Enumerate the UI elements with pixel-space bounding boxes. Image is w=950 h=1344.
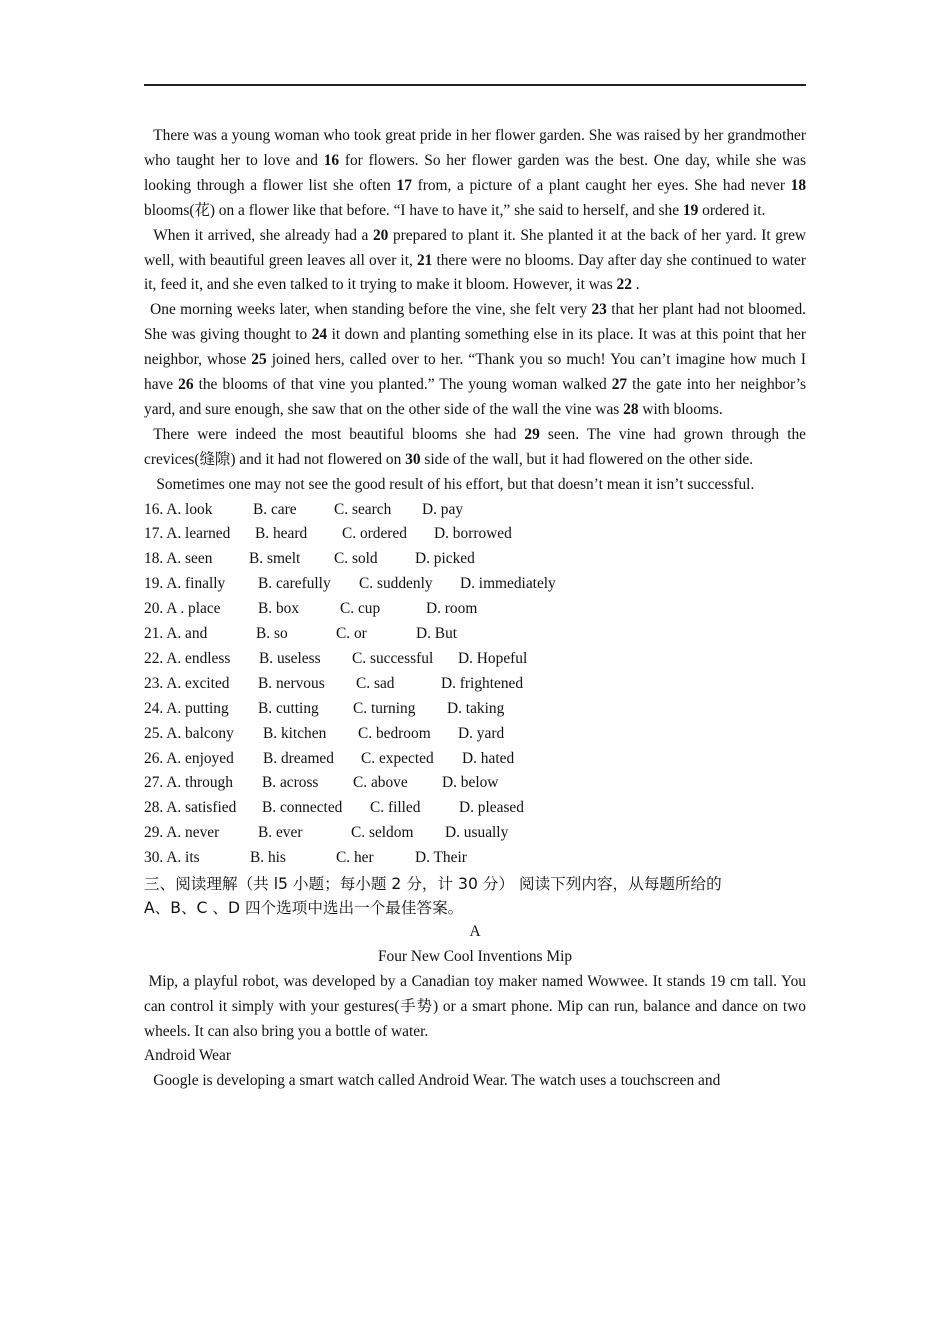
header-rule (144, 84, 806, 86)
mip-paragraph: Mip, a playful robot, was developed by a Canadian toy maker named Wowwee. It stands 19 cm tall. You can control it simply with your gestures(手势) or a smart phone. Mip can run, balance and dance on two wheels. It can also bring you a bottle of water. (144, 972, 806, 1040)
option-choice: D. pleased (459, 799, 524, 817)
option-choice: B. box (258, 600, 300, 618)
option-choice: C. filled (370, 799, 421, 817)
option-choice: B. his (250, 849, 286, 867)
text-run: there were no blooms. Day after day she continued to water it, feed it, and she even talked to it trying to make it bloom. However, it was (144, 251, 807, 294)
blank-number: 18 (790, 176, 807, 194)
text-run: When it arrived, she already had a (153, 226, 373, 244)
option-row (144, 622, 806, 647)
android-wear-paragraph: Google is developing a smart watch called Android Wear. The watch uses a touchscreen and (153, 1072, 721, 1090)
option-row (144, 572, 806, 597)
text-run: that her plant had not bloomed. She was giving thought to (144, 301, 807, 344)
option-choice: D. But (416, 625, 458, 643)
option-choice: D. Their (415, 849, 467, 867)
blank-number: 25 (251, 351, 267, 369)
option-choice: B. smelt (249, 550, 301, 568)
option-choice: B. carefully (258, 575, 331, 593)
option-choice: 21. A. and (144, 625, 208, 643)
text-run: . (635, 276, 640, 294)
option-choice: 22. A. endless (144, 649, 231, 667)
option-choice: D. usually (445, 824, 509, 842)
cloze-options-list (144, 498, 806, 871)
section-3-heading-line-1: 三、阅读理解（共 l5 小题；每小题 2 分，计 30 分） 阅读下列内容，从每题所给的 (144, 874, 722, 893)
option-row (144, 597, 806, 622)
cloze-paragraph-1 (144, 124, 806, 224)
option-row (144, 722, 806, 747)
option-choice: 29. A. never (144, 824, 220, 842)
option-choice: D. picked (415, 550, 475, 568)
blank-number: 30 (405, 450, 421, 468)
blank-number: 26 (178, 376, 194, 394)
option-choice: C. successful (352, 649, 434, 667)
option-choice: 27. A. through (144, 774, 233, 792)
option-choice: C. or (336, 625, 367, 643)
option-choice: C. ordered (342, 525, 407, 543)
option-choice: C. sad (356, 674, 395, 692)
option-choice: C. bedroom (358, 724, 431, 742)
option-choice: 20. A . place (144, 600, 221, 618)
option-choice: 18. A. seen (144, 550, 213, 568)
option-row (144, 697, 806, 722)
text-run: it down and planting something else in its place. It was at this point that her neighbor, whose (144, 326, 807, 369)
text-run: for flowers. So her flower garden was the best. One day, while she was looking through a flower list she often (144, 151, 806, 194)
option-choice: B. kitchen (263, 724, 327, 742)
text-run: with blooms. (642, 400, 723, 418)
text-run: There were indeed the most beautiful blooms she had (153, 425, 525, 443)
option-choice: D. immediately (460, 575, 556, 593)
text-run: joined hers, called over to her. “Thank you so much! You can’t imagine how much I have (144, 351, 806, 394)
option-choice: 26. A. enjoyed (144, 749, 234, 767)
document-page (144, 124, 806, 1094)
option-choice: 30. A. its (144, 849, 200, 867)
text-run: ordered it. (702, 201, 766, 219)
section-3-heading-line-2: A、B、C 、D 四个选项中选出一个最佳答案。 (144, 898, 464, 917)
option-choice: B. useless (259, 649, 321, 667)
option-choice: B. across (262, 774, 319, 792)
option-choice: C. expected (361, 749, 434, 767)
option-choice: B. nervous (258, 674, 325, 692)
blank-number: 24 (311, 326, 328, 344)
text-run: One morning weeks later, when standing before the vine, she felt very (150, 301, 592, 319)
option-row (144, 647, 806, 672)
option-choice: C. above (353, 774, 408, 792)
passage-label: A (469, 922, 481, 940)
blank-number: 19 (682, 201, 699, 219)
text-run: side of the wall, but it had flowered on the other side. (424, 450, 754, 468)
blank-number: 16 (323, 151, 340, 169)
option-choice: D. yard (458, 724, 505, 742)
option-choice: C. seldom (351, 824, 414, 842)
option-row (144, 821, 806, 846)
option-choice: B. heard (255, 525, 308, 543)
option-choice: D. taking (447, 699, 505, 717)
option-choice: D. below (442, 774, 499, 792)
cloze-paragraph-5: Sometimes one may not see the good result of his effort, but that doesn’t mean it isn’t successful. (156, 475, 755, 493)
option-choice: B. connected (262, 799, 343, 817)
option-choice: D. pay (422, 500, 464, 518)
text-run: seen. The vine had grown through the crevices(缝隙) and it had not flowered on (144, 425, 807, 468)
cloze-paragraph-4 (144, 423, 806, 473)
option-row (144, 522, 806, 547)
option-choice: D. frightened (441, 674, 524, 692)
option-row (144, 747, 806, 772)
text-run: the gate into her neighbor’s yard, and sure enough, she saw that on the other side of the wall the vine was (144, 376, 806, 418)
section-3-heading (144, 872, 806, 920)
option-row (144, 672, 806, 697)
option-choice: D. borrowed (434, 525, 512, 543)
cloze-paragraph-2 (144, 224, 806, 299)
blank-number: 20 (372, 226, 389, 244)
text-run: from, a picture of a plant caught her eyes. She had never (417, 176, 791, 194)
text-run: prepared to plant it. She planted it at the back of her yard. It grew well, with beautiful green leaves all over it, (144, 226, 807, 269)
blank-number: 27 (611, 376, 628, 394)
blank-number: 28 (623, 400, 639, 418)
blank-number: 23 (591, 301, 607, 319)
option-choice: 23. A. excited (144, 674, 230, 692)
option-choice: C. her (336, 849, 374, 867)
option-choice: B. cutting (258, 699, 319, 717)
cloze-paragraph-3 (144, 298, 806, 423)
option-choice: D. room (426, 600, 478, 618)
option-choice: C. suddenly (359, 575, 433, 593)
option-row (144, 846, 806, 871)
option-row (144, 796, 806, 821)
option-choice: 24. A. putting (144, 699, 229, 717)
option-choice: C. sold (334, 550, 378, 568)
option-choice: 17. A. learned (144, 525, 231, 543)
option-choice: 28. A. satisfied (144, 799, 237, 817)
option-choice: 19. A. finally (144, 575, 226, 593)
option-row (144, 547, 806, 572)
option-choice: C. cup (340, 600, 381, 618)
option-choice: D. Hopeful (458, 649, 528, 667)
option-row (144, 498, 806, 523)
passage-title: Four New Cool Inventions Mip (377, 947, 573, 965)
blank-number: 29 (524, 425, 540, 443)
blank-number: 21 (416, 251, 433, 269)
option-choice: C. search (334, 500, 392, 518)
option-choice: 16. A. look (144, 500, 213, 518)
android-wear-heading: Android Wear (144, 1047, 231, 1065)
text-run: the blooms of that vine you planted.” The young woman walked (198, 376, 612, 394)
option-choice: D. hated (462, 749, 515, 767)
option-choice: B. dreamed (263, 749, 334, 767)
text-run: blooms(花) on a flower like that before. “I have to have it,” she said to herself, and she (144, 201, 683, 219)
option-choice: B. ever (258, 824, 303, 842)
option-row (144, 771, 806, 796)
option-choice: C. turning (353, 699, 416, 717)
option-choice: 25. A. balcony (144, 724, 234, 742)
option-choice: B. so (256, 625, 288, 643)
option-choice: B. care (253, 500, 297, 518)
text-run: There was a young woman who took great pride in her flower garden. She was raised by her grandmother who taught her to love and (144, 127, 806, 169)
blank-number: 17 (396, 176, 412, 194)
blank-number: 22 (616, 276, 632, 294)
